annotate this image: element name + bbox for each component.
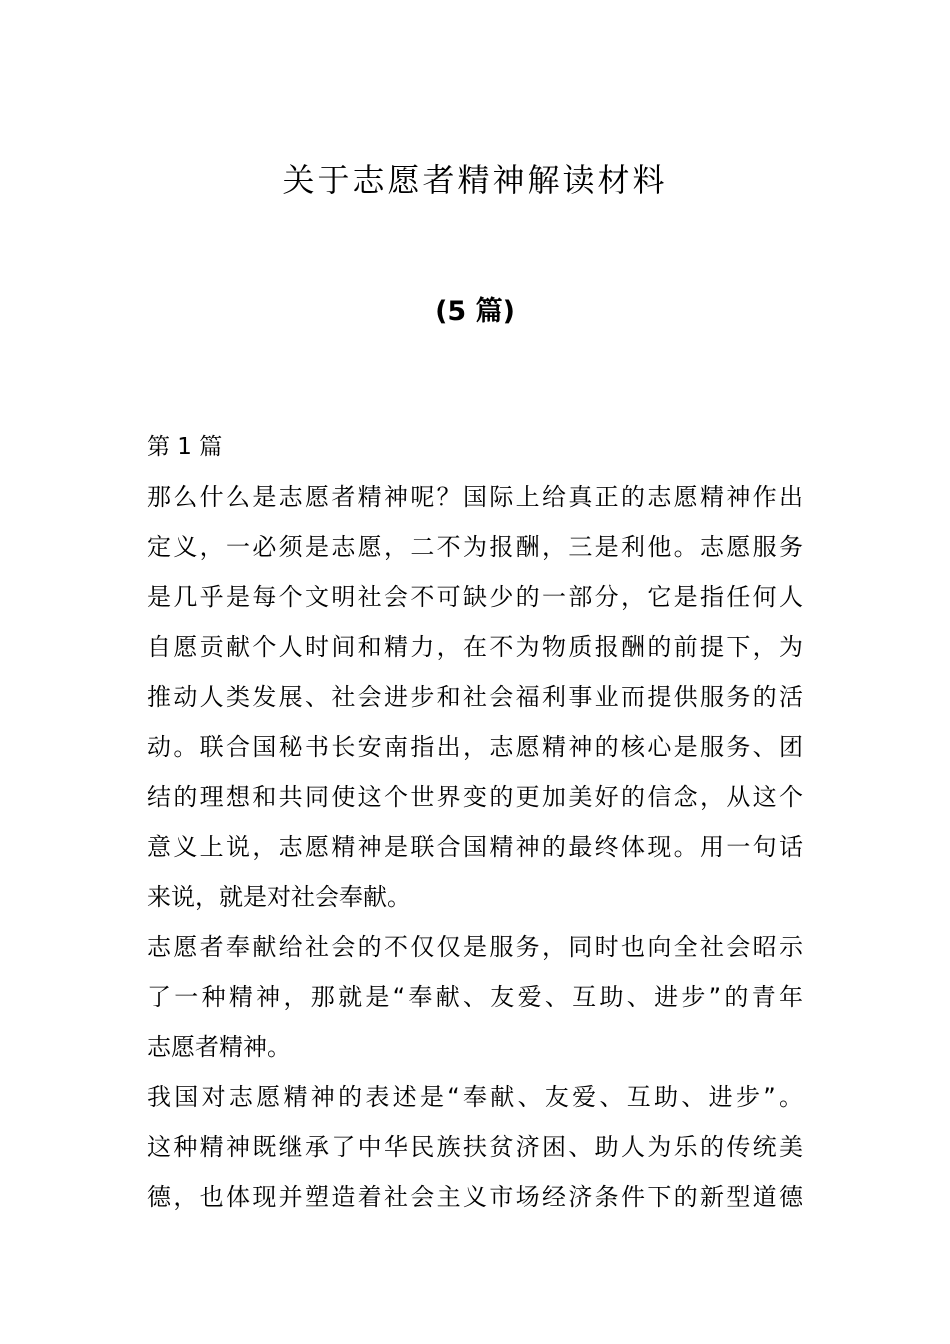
paragraph-line: 推动人类发展、社会进步和社会福利事业而提供服务的活	[147, 683, 803, 711]
paragraph-3	[147, 1072, 803, 1222]
paragraph-line: 了一种精神，那就是“奉献、友爱、互助、进步”的青年	[147, 983, 803, 1011]
document-subtitle: (5 篇)	[435, 296, 515, 327]
paragraph-line: 自愿贡献个人时间和精力，在不为物质报酬的前提下，为	[147, 633, 803, 661]
paragraph-line: 结的理想和共同使这个世界变的更加美好的信念，从这个	[147, 783, 803, 811]
section-heading: 第 1 篇	[147, 434, 223, 460]
paragraph-line: 动。联合国秘书长安南指出，志愿精神的核心是服务、团	[147, 733, 803, 761]
document-title: 关于志愿者精神解读材料	[282, 161, 668, 199]
paragraph-line: 是几乎是每个文明社会不可缺少的一部分，它是指任何人	[147, 583, 803, 611]
paragraph-line: 那么什么是志愿者精神呢？国际上给真正的志愿精神作出	[147, 483, 803, 511]
paragraph-line: 德，也体现并塑造着社会主义市场经济条件下的新型道德	[147, 1183, 803, 1211]
paragraph-line: 来说，就是对社会奉献。	[147, 883, 411, 911]
paragraph-line: 这种精神既继承了中华民族扶贫济困、助人为乐的传统美	[147, 1133, 803, 1161]
document-body	[147, 422, 803, 1222]
paragraph-line: 志愿者精神。	[147, 1033, 291, 1061]
paragraph-line: 我国对志愿精神的表述是“奉献、友爱、互助、进步”。	[147, 1083, 803, 1111]
paragraph-line: 志愿者奉献给社会的不仅仅是服务，同时也向全社会昭示	[147, 933, 803, 961]
paragraph-line: 意义上说，志愿精神是联合国精神的最终体现。用一句话	[147, 833, 803, 861]
paragraph-2	[147, 922, 803, 1072]
paragraph-1	[147, 472, 803, 922]
paragraph-line: 定义，一必须是志愿，二不为报酬，三是利他。志愿服务	[147, 533, 803, 561]
